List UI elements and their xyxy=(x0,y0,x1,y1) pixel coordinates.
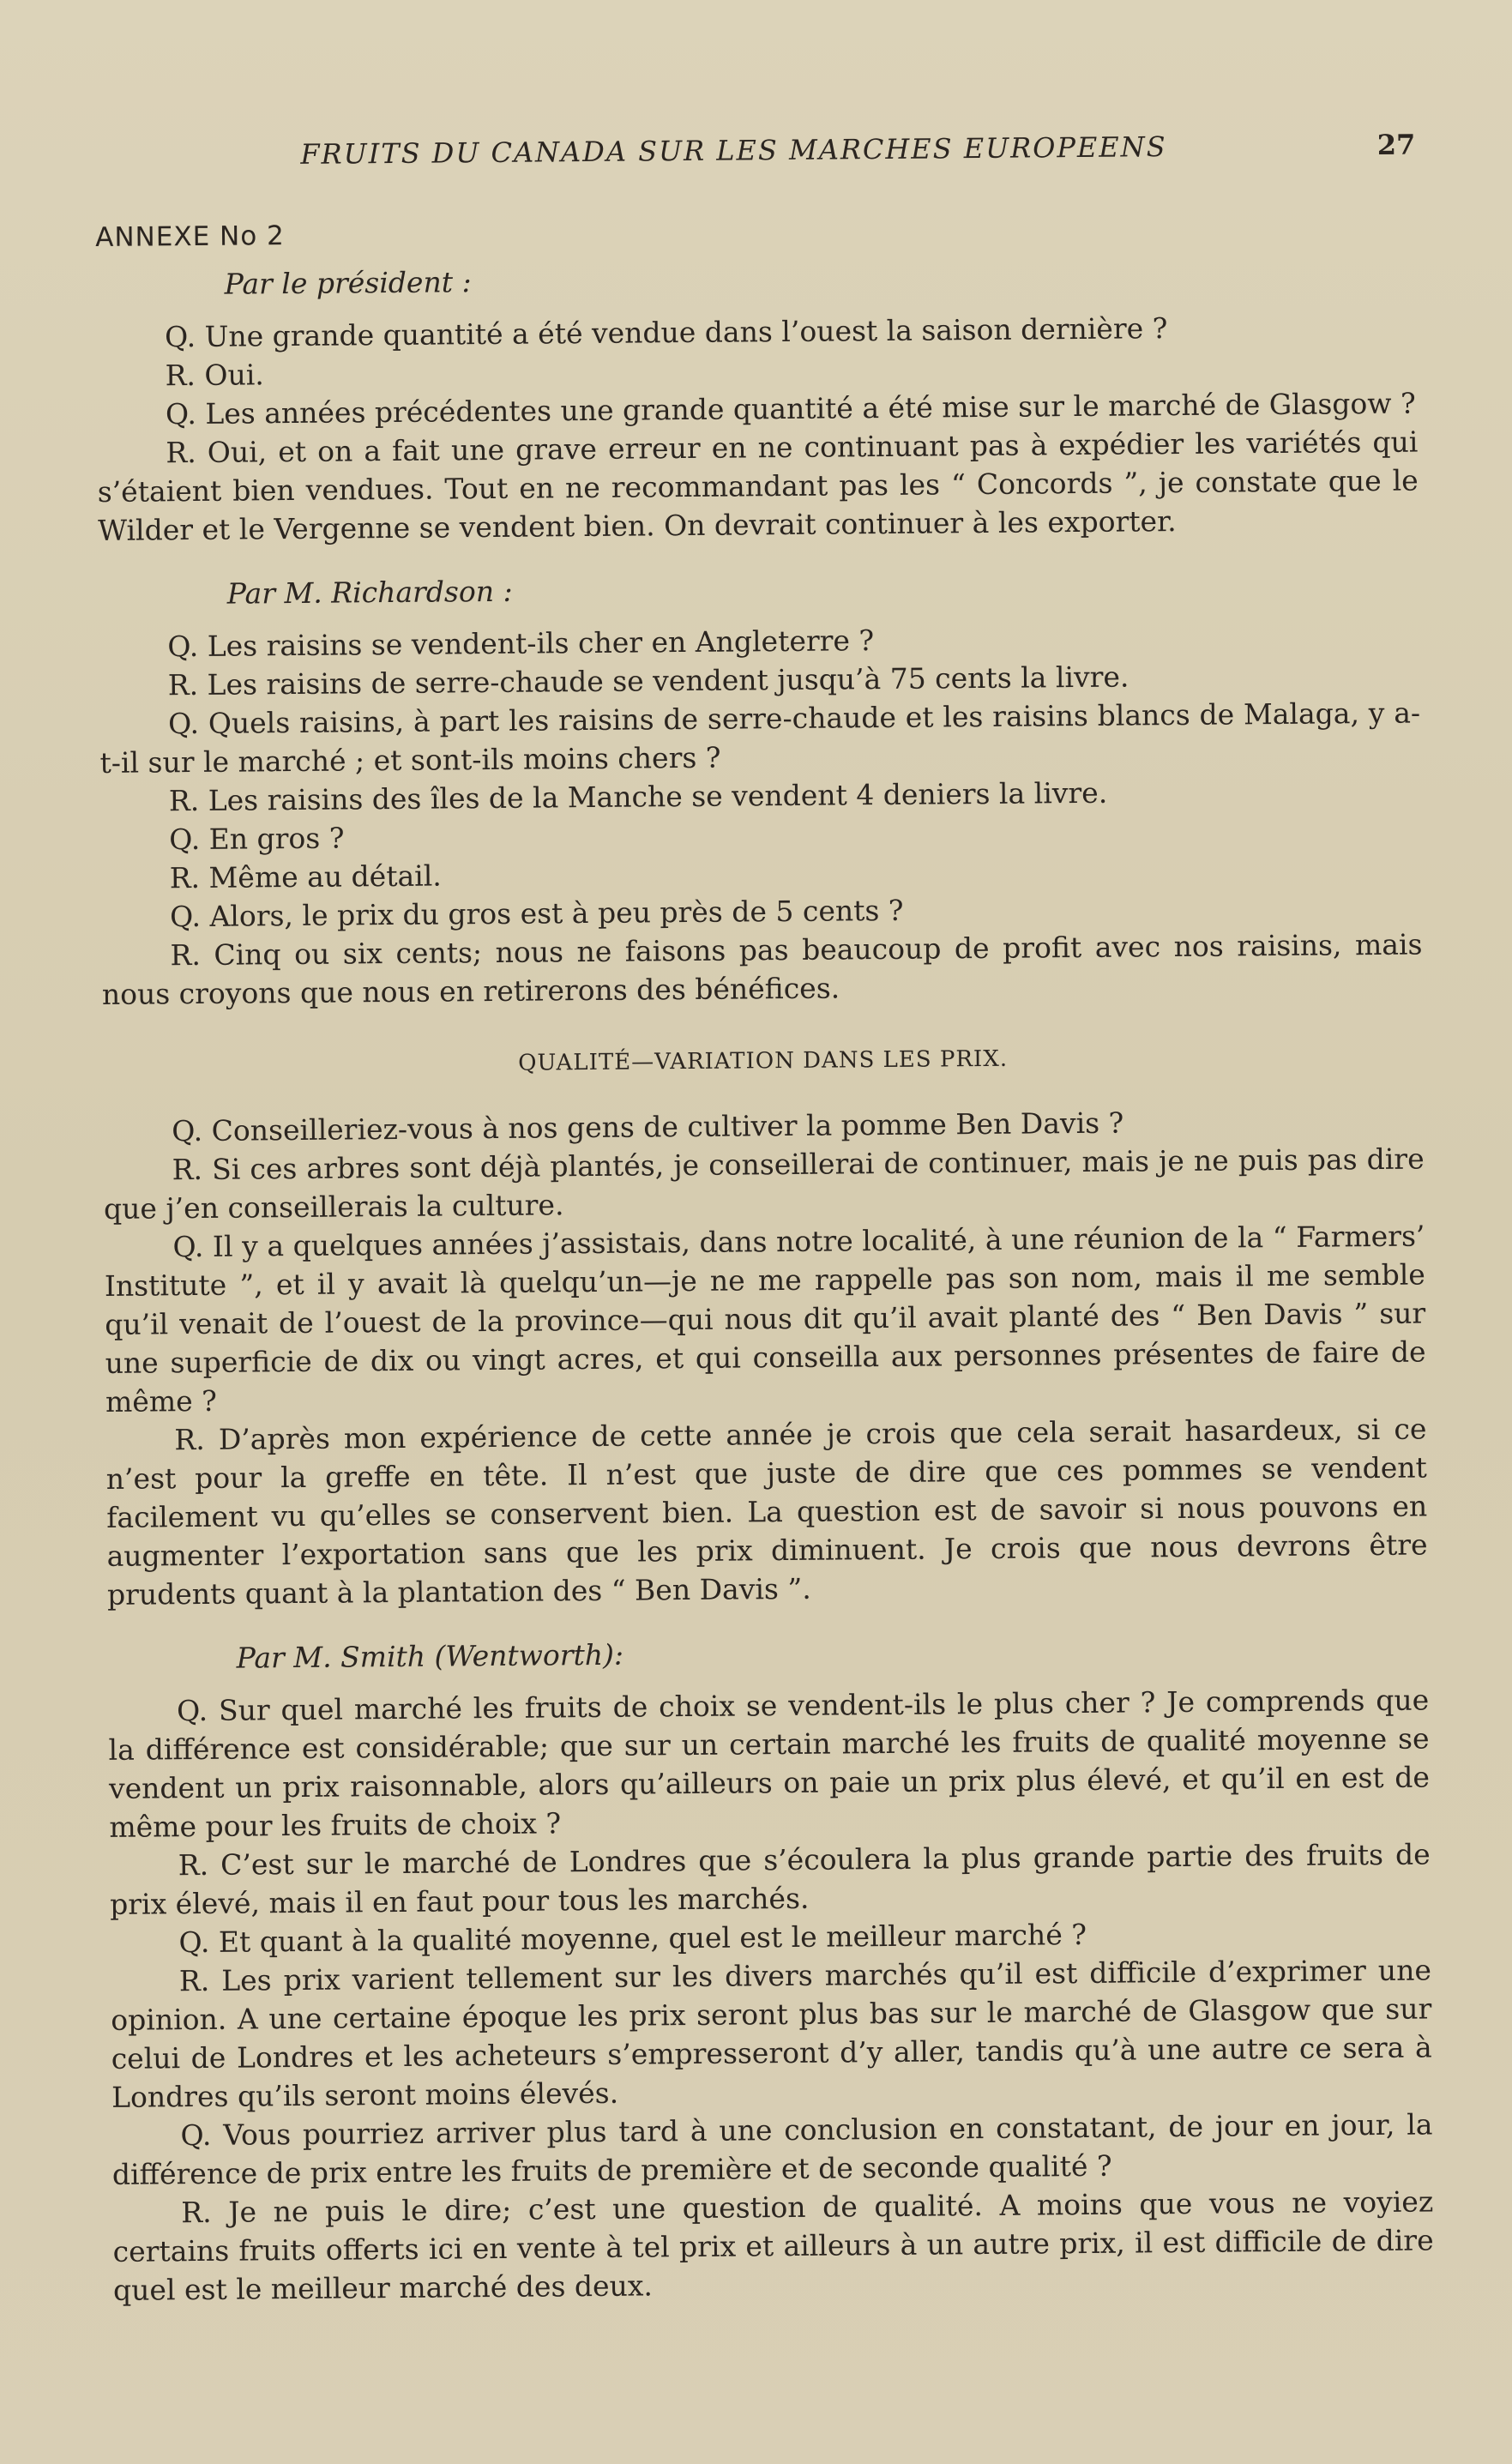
testimony-section-smith xyxy=(107,1628,1434,2309)
page-content xyxy=(94,109,1434,2307)
speaker-heading: Par M. Smith (Wentworth): xyxy=(236,1637,624,1675)
paragraph: Q. Et quant à la qualité moyenne, quel est le meilleur marché ? xyxy=(178,1917,1087,1960)
paragraph: R. D’après mon expérience de cette année je crois que cela serait hasardeux, si ce n’est pour la greffe en tête. Il n’est que juste de dire que ces pommes se vendent facilement vu qu’elles se conservent bien. La question est de savoir si nous pouvons en augmenter l’exportation sans que les prix diminuent. Je crois que nous devrons être prudents quant à la plantation des “ Ben Davis ”. xyxy=(105,1412,1428,1612)
speaker-heading: Par le président : xyxy=(224,265,472,301)
paragraph: R. Les raisins de serre-chaude se vendent jusqu’à 75 cents la livre. xyxy=(167,660,1129,702)
paragraph: R. Oui, et on a fait une grave erreur en ne continuant pas à expédier les variétés qui s’étaient bien vendues. Tout en ne recommandant pas les “ Concords ”, je constate que le Wilder et le Vergenne se vendent bien. On devrait continuer à les exporter. xyxy=(97,425,1419,547)
section-heading: QUALITÉ—VARIATION DANS LES PRIX. xyxy=(518,1045,1009,1076)
paragraph: Q. Vous pourriez arriver plus tard à une conclusion en constatant, de jour en jour, la différence de prix entre les fruits de première et de seconde qualité ? xyxy=(111,2107,1433,2191)
paragraph: Q. Alors, le prix du gros est à peu près de 5 cents ? xyxy=(169,893,904,934)
running-title: FRUITS DU CANADA SUR LES MARCHES EUROPEENS xyxy=(300,130,1167,171)
testimony-section-richardson xyxy=(99,564,1423,1014)
paragraph: R. Même au détail. xyxy=(169,858,442,895)
body-text xyxy=(95,255,1434,2335)
paragraph: Q. En gros ? xyxy=(169,821,345,857)
annex-label: ANNEXE No 2 xyxy=(95,220,285,253)
page-number: 27 xyxy=(1376,128,1416,161)
paragraph: Q. Quels raisins, à part les raisins de serre-chaude et les raisins blancs de Malaga, y a-t-il sur le marché ; et sont-ils moins chers ? xyxy=(99,696,1421,780)
paragraph: R. Cinq ou six cents; nous ne faisons pas beaucoup de profit avec nos raisins, mais nous croyons que nous en retirerons des bénéfices. xyxy=(101,927,1423,1011)
paragraph: R. Oui. xyxy=(165,358,264,393)
section-quality-price-variation xyxy=(102,1037,1428,1614)
paragraph: R. Si ces arbres sont déjà plantés, je conseillerai de continuer, mais je ne puis pas dire que j’en conseillerais la culture. xyxy=(103,1142,1425,1226)
paragraph: Q. Conseilleriez-vous à nos gens de cultiver la pomme Ben Davis ? xyxy=(172,1105,1124,1148)
paragraph: Q. Il y a quelques années j’assistais, dans notre localité, à une réunion de la “ Farmers’ Institute ”, et il y avait là quelqu’un—je ne me rappelle pas son nom, mais il me semble qu’il venait de l’ouest de la province—qui nous dit qu’il avait planté des “ Ben Davis ” sur une superficie de dix ou vingt acres, et qui conseilla aux personnes présentes de faire de même ? xyxy=(104,1219,1426,1419)
paragraph: R. Les prix varient tellement sur les divers marchés qu’il est difficile d’exprimer une opinion. A une certaine époque les prix seront plus bas sur le marché de Glasgow que sur celui de Londres et les acheteurs s’empresseront d’y aller, tandis qu’à une autre ce sera à Londres qu’ils seront moins élevés. xyxy=(111,1953,1432,2114)
paragraph: R. C’est sur le marché de Londres que s’écoulera la plus grande partie des fruits de prix élevé, mais il en faut pour tous les marchés. xyxy=(109,1837,1431,1921)
paragraph: Q. Une grande quantité a été vendue dans l’ouest la saison dernière ? xyxy=(165,311,1168,354)
paragraph: R. Les raisins des îles de la Manche se vendent 4 deniers la livre. xyxy=(168,775,1108,818)
paragraph: Q. Les raisins se vendent-ils cher en Angleterre ? xyxy=(167,624,875,664)
speaker-heading: Par M. Richardson : xyxy=(226,574,513,611)
testimony-section-president xyxy=(95,255,1419,550)
paragraph: Q. Sur quel marché les fruits de choix se vendent-ils le plus cher ? Je comprends que la différence est considérable; que sur un certain marché les fruits de qualité moyenne se vendent un prix raisonnable, alors qu’ailleurs on paie un prix plus élevé, et qu’il en est de même pour les fruits de choix ? xyxy=(108,1683,1431,1844)
running-head xyxy=(94,126,1415,180)
paragraph: R. Je ne puis le dire; c’est une question de qualité. A moins que vous ne voyiez certains fruits offerts ici en vente à tel prix et ailleurs à un autre prix, il est difficile de dire quel est le meilleur marché des deux. xyxy=(112,2184,1434,2307)
paragraph: Q. Les années précédentes une grande quantité a été mise sur le marché de Glasgow ? xyxy=(165,386,1416,431)
